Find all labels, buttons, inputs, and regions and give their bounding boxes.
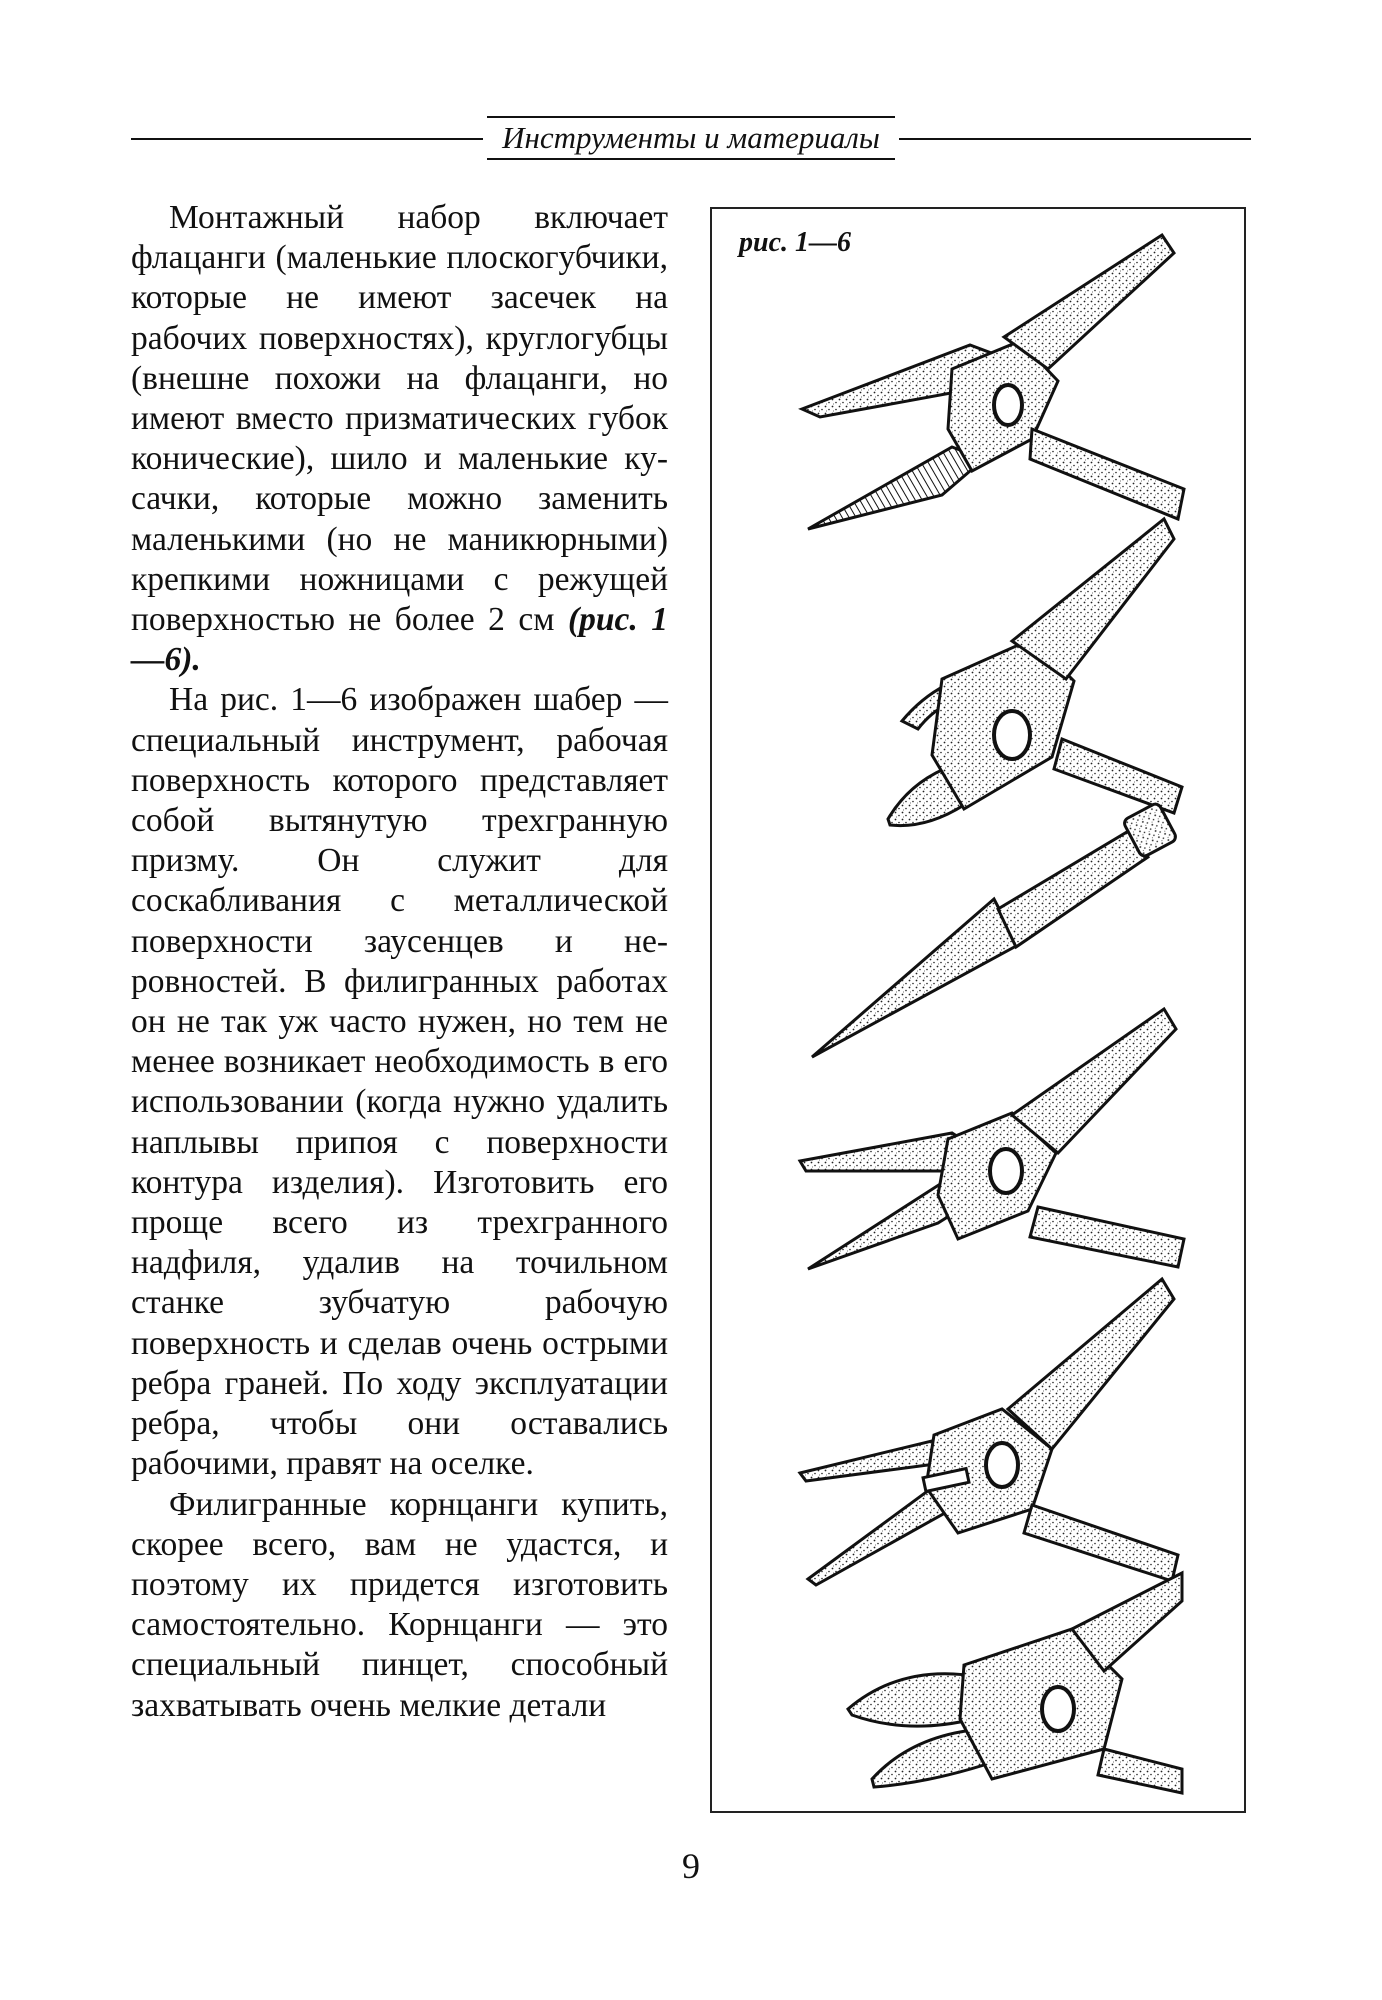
paragraph-3: Филигранные корнцанги купить, скорее всего, вам не удастся, и поэтому их придется изготовить самостоятельно. Корнцанги — это специальный пинцет, способный захватывать очень мелкие детали	[131, 1485, 668, 1724]
figure-1-6	[710, 207, 1246, 1813]
paragraph-1-text: Монтажный набор включает флацанги (маленькие плоскогубчики, которые не имеют засечек на рабочих поверхностях), круглогубцы (внешне похожи на флацанги, но имеют вместо призматических губок конические), шило и маленькие кусачки, которые можно заменить маленькими (но не маникюрными) крепкими ножницами с режущей поверхностью не более 2 см	[131, 199, 668, 639]
paragraph-2: На рис. 1—6 изображен шабер — специальный инструмент, рабочая поверхность которого представляет собой вытянутую трехгранную призму. Он служит для соскабливания с металлической поверхности заусенцев и неровностей. В филигранных работах он не так уж часто нужен, но тем не менее возникает необходимость в его использовании (когда нужно удалить наплывы припоя с поверхности контура изделия). Изготовить его проще всего из трехгранного надфиля, удалив на точильном станке зубчатую рабочую поверхность и сделав очень острыми ребра граней. По ходу эксплуатации ребра, чтобы они оставались рабочими, правят на оселке.	[131, 681, 668, 1483]
page-number: 9	[682, 1846, 700, 1886]
running-header	[131, 110, 1251, 166]
flat-nose-pliers-icon	[802, 235, 1184, 529]
side-cutters-icon	[888, 519, 1182, 826]
figure-reference[interactable]: (рис. 1—6).	[131, 601, 669, 679]
figure-label: рис. 1—6	[739, 227, 851, 258]
paragraph-1	[131, 198, 668, 680]
scraper-icon	[812, 802, 1178, 1057]
tools-illustration	[712, 209, 1246, 1813]
header-rule-right	[899, 138, 1251, 140]
flat-pliers-icon	[800, 1009, 1184, 1269]
tin-snips-icon	[848, 1573, 1182, 1793]
header-title: Инструменты и материалы	[487, 116, 895, 160]
header-rule-left	[131, 138, 483, 140]
round-nose-pliers-icon	[800, 1279, 1178, 1585]
body-text	[131, 198, 668, 1726]
